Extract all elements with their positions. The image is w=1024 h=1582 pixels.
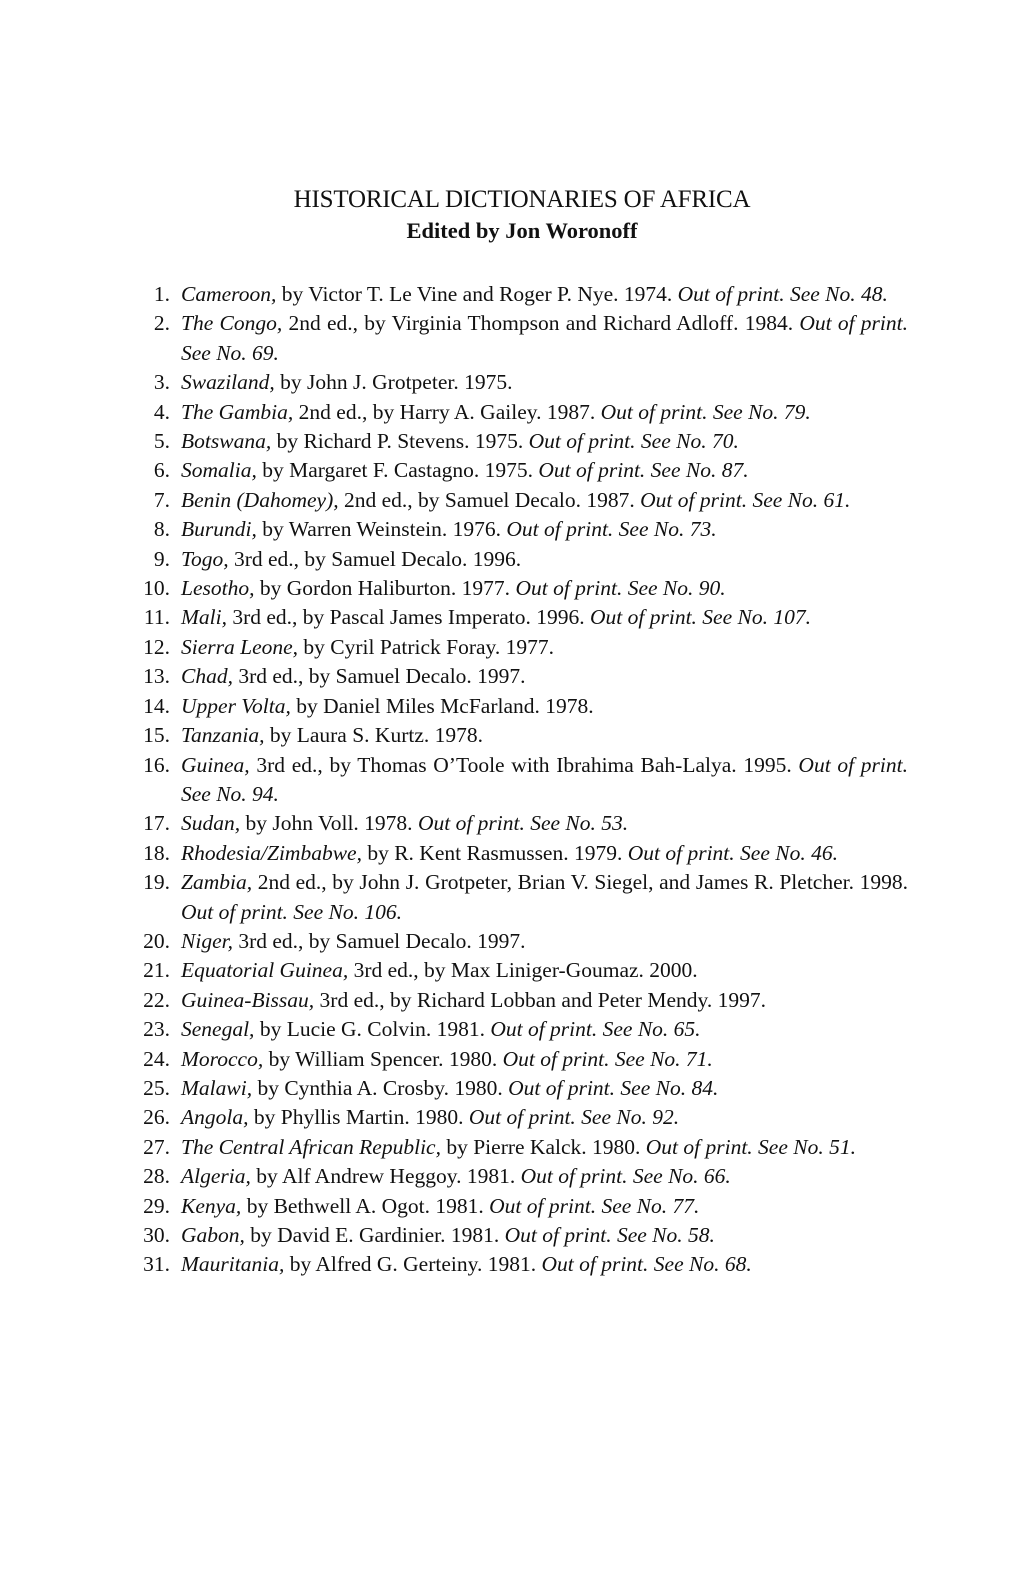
list-item <box>130 927 908 956</box>
list-item <box>130 721 908 750</box>
entry-details: by Warren Weinstein. 1976. <box>256 517 507 542</box>
entry-number: 17. <box>143 811 170 836</box>
list-item <box>130 603 908 632</box>
entry-details: 3rd ed., by Samuel Decalo. 1997. <box>232 664 526 689</box>
list-item <box>130 839 908 868</box>
entry-number: 3. <box>153 370 170 395</box>
entry-number: 24. <box>143 1046 170 1071</box>
list-item <box>130 545 908 574</box>
entry-out-of-print-note: Out of print. See No. 70. <box>528 429 739 454</box>
entry-out-of-print-note: Out of print. See No. 77. <box>489 1193 700 1218</box>
entry-details: by Richard P. Stevens. 1975. <box>271 429 529 454</box>
list-item <box>130 1192 908 1221</box>
entry-number: 27. <box>143 1134 170 1159</box>
list-item <box>130 809 908 838</box>
entry-number: 22. <box>143 987 170 1012</box>
entry-number: 19. <box>143 870 170 895</box>
entry-number: 20. <box>143 928 170 953</box>
entry-number: 4. <box>153 399 170 424</box>
entry-out-of-print-note: Out of print. See No. 73. <box>506 517 717 542</box>
entry-title: Malawi, <box>181 1075 253 1100</box>
entry-out-of-print-note: Out of print. See No. 48. <box>677 282 888 306</box>
entry-number: 5. <box>153 429 170 454</box>
entry-title: Lesotho, <box>181 576 255 601</box>
entry-number: 26. <box>143 1105 170 1130</box>
entry-title: Senegal, <box>181 1017 255 1042</box>
list-item <box>130 1221 908 1250</box>
entry-details: by John J. Grotpeter. 1975. <box>274 370 513 395</box>
entry-title: Mali, <box>181 605 227 630</box>
series-title: HISTORICAL DICTIONARIES OF AFRICA <box>293 186 751 213</box>
entry-details: 2nd ed., by John J. Grotpeter, Brian V. Siegel, and James R. Pletcher. 1998. <box>252 870 908 895</box>
list-item <box>130 1103 908 1132</box>
list-item <box>130 633 908 662</box>
list-item <box>130 574 908 603</box>
entry-out-of-print-note: Out of print. See No. 65. <box>490 1017 701 1042</box>
entry-number: 30. <box>143 1223 170 1247</box>
entry-out-of-print-note: Out of print. See No. 90. <box>515 576 726 601</box>
entry-number: 11. <box>143 605 170 630</box>
entry-number: 18. <box>143 840 170 865</box>
entry-number: 8. <box>153 517 170 542</box>
entry-details: 2nd ed., by Harry A. Gailey. 1987. <box>293 399 601 424</box>
entry-title: Somalia, <box>181 458 257 483</box>
entry-out-of-print-note: Out of print. See No. 107. <box>590 605 811 630</box>
entry-out-of-print-note: Out of print. See No. 94. <box>181 752 908 806</box>
list-item <box>130 1133 908 1162</box>
entry-details: by Laura S. Kurtz. 1978. <box>264 723 483 748</box>
entry-details: by Margaret F. Castagno. 1975. <box>256 458 539 483</box>
entry-details: by William Spencer. 1980. <box>263 1046 503 1071</box>
entry-out-of-print-note: Out of print. See No. 66. <box>520 1164 731 1189</box>
entry-details: 3rd ed., by Max Liniger-Goumaz. 2000. <box>348 958 698 983</box>
list-item <box>130 986 908 1015</box>
entry-title: The Gambia, <box>181 399 294 424</box>
entry-title: Zambia, <box>181 870 253 895</box>
entry-title: Sudan, <box>181 811 241 836</box>
entry-number: 7. <box>153 487 170 512</box>
entry-number: 28. <box>143 1164 170 1189</box>
list-item <box>130 368 908 397</box>
entry-title: Togo, <box>181 546 229 571</box>
entry-number: 23. <box>143 1017 170 1042</box>
entry-title: Rhodesia/Zimbabwe, <box>181 840 362 865</box>
entry-details: 2nd ed., by Virginia Thompson and Richard Adloff. 1984. <box>282 311 800 336</box>
entry-details: by Alfred G. Gerteiny. 1981. <box>284 1252 542 1277</box>
entry-details: by Cyril Patrick Foray. 1977. <box>298 634 555 659</box>
entry-number: 13. <box>143 664 170 689</box>
entry-title: Guinea, <box>181 752 250 777</box>
entry-number: 16. <box>143 752 170 777</box>
entry-details: 2nd ed., by Samuel Decalo. 1987. <box>338 487 641 512</box>
entry-details: 3rd ed., by Richard Lobban and Peter Mendy. 1997. <box>314 987 766 1012</box>
entry-title: Algeria, <box>181 1164 251 1189</box>
entry-out-of-print-note: Out of print. See No. 69. <box>181 311 908 365</box>
entry-out-of-print-note: Out of print. See No. 92. <box>468 1105 680 1130</box>
entry-title: Guinea-Bissau, <box>181 987 315 1012</box>
list-item <box>130 956 908 985</box>
entry-number: 29. <box>143 1193 170 1218</box>
entry-details: by Cynthia A. Crosby. 1980. <box>252 1075 509 1100</box>
entry-out-of-print-note: Out of print. See No. 84. <box>508 1075 719 1100</box>
entry-out-of-print-note: Out of print. See No. 87. <box>538 458 749 483</box>
list-item <box>130 1250 908 1279</box>
entry-details: 3rd ed., by Pascal James Imperato. 1996. <box>226 605 591 630</box>
entry-number: 14. <box>143 693 170 718</box>
entry-details: 3rd ed., by Thomas O’Toole with Ibrahima Bah-Lalya. 1995. <box>249 752 799 777</box>
entry-title: Niger, <box>181 928 233 953</box>
list-item <box>130 662 908 691</box>
entry-details: by John Voll. 1978. <box>240 811 418 836</box>
entry-details: 3rd ed., by Samuel Decalo. 1996. <box>228 546 522 571</box>
entry-title: The Congo, <box>181 311 283 336</box>
entry-details: by Daniel Miles McFarland. 1978. <box>290 693 594 718</box>
entry-title: Gabon, <box>181 1223 245 1247</box>
entry-number: 1. <box>153 282 170 306</box>
list-item <box>130 280 908 309</box>
entry-title: Chad, <box>181 664 233 689</box>
entry-number: 31. <box>143 1252 170 1277</box>
entry-details: 3rd ed., by Samuel Decalo. 1997. <box>232 928 526 953</box>
entry-title: Kenya, <box>181 1193 242 1218</box>
list-item <box>130 1074 908 1103</box>
entry-out-of-print-note: Out of print. See No. 46. <box>627 840 838 865</box>
list-item <box>130 456 908 485</box>
entry-title: Upper Volta, <box>181 693 291 718</box>
entry-title: Morocco, <box>181 1046 264 1071</box>
entry-title: Swaziland, <box>181 370 275 395</box>
list-item <box>130 427 908 456</box>
entry-details: by Pierre Kalck. 1980. <box>440 1134 646 1159</box>
entry-number: 15. <box>143 723 170 748</box>
entry-number: 10. <box>143 576 170 601</box>
entry-title: Mauritania, <box>181 1252 285 1277</box>
dictionary-list <box>130 280 908 1280</box>
entry-title: Cameroon, <box>181 282 277 306</box>
entry-title: Benin (Dahomey), <box>181 487 339 512</box>
list-item <box>130 1015 908 1044</box>
entry-details: by Victor T. Le Vine and Roger P. Nye. 1974. <box>276 282 678 306</box>
list-item <box>130 751 908 810</box>
entry-details: by Bethwell A. Ogot. 1981. <box>241 1193 490 1218</box>
entry-title: The Central African Republic, <box>181 1134 441 1159</box>
entry-out-of-print-note: Out of print. See No. 106. <box>181 899 402 924</box>
entry-details: by Phyllis Martin. 1980. <box>248 1105 469 1130</box>
entry-details: by Alf Andrew Heggoy. 1981. <box>250 1164 521 1189</box>
entry-details: by Gordon Haliburton. 1977. <box>254 576 516 601</box>
entry-out-of-print-note: Out of print. See No. 68. <box>541 1252 752 1277</box>
entry-out-of-print-note: Out of print. See No. 53. <box>417 811 629 836</box>
list-item <box>130 1162 908 1191</box>
entry-title: Botswana, <box>181 429 272 454</box>
list-item <box>130 868 908 927</box>
entry-title: Burundi, <box>181 517 257 542</box>
entry-out-of-print-note: Out of print. See No. 71. <box>502 1046 713 1071</box>
entry-title: Tanzania, <box>181 723 265 748</box>
entry-number: 9. <box>153 546 170 571</box>
entry-number: 21. <box>143 958 170 983</box>
entry-title: Angola, <box>181 1105 249 1130</box>
list-item <box>130 1045 908 1074</box>
entry-number: 25. <box>143 1075 170 1100</box>
list-item <box>130 486 908 515</box>
entry-details: by Lucie G. Colvin. 1981. <box>254 1017 491 1042</box>
list-item <box>130 309 908 368</box>
entry-out-of-print-note: Out of print. See No. 61. <box>640 487 851 512</box>
entry-details: by David E. Gardinier. 1981. <box>244 1223 505 1247</box>
entry-details: by R. Kent Rasmussen. 1979. <box>361 840 628 865</box>
entry-number: 12. <box>143 634 170 659</box>
list-item <box>130 692 908 721</box>
list-item <box>130 398 908 427</box>
list-item <box>130 515 908 544</box>
entry-number: 2. <box>153 311 170 336</box>
entry-out-of-print-note: Out of print. See No. 51. <box>645 1134 856 1159</box>
editor-line: Edited by Jon Woronoff <box>406 218 638 243</box>
entry-title: Equatorial Guinea, <box>181 958 349 983</box>
entry-title: Sierra Leone, <box>181 634 299 659</box>
entry-out-of-print-note: Out of print. See No. 79. <box>600 399 811 424</box>
entry-out-of-print-note: Out of print. See No. 58. <box>504 1223 715 1247</box>
entry-number: 6. <box>153 458 170 483</box>
